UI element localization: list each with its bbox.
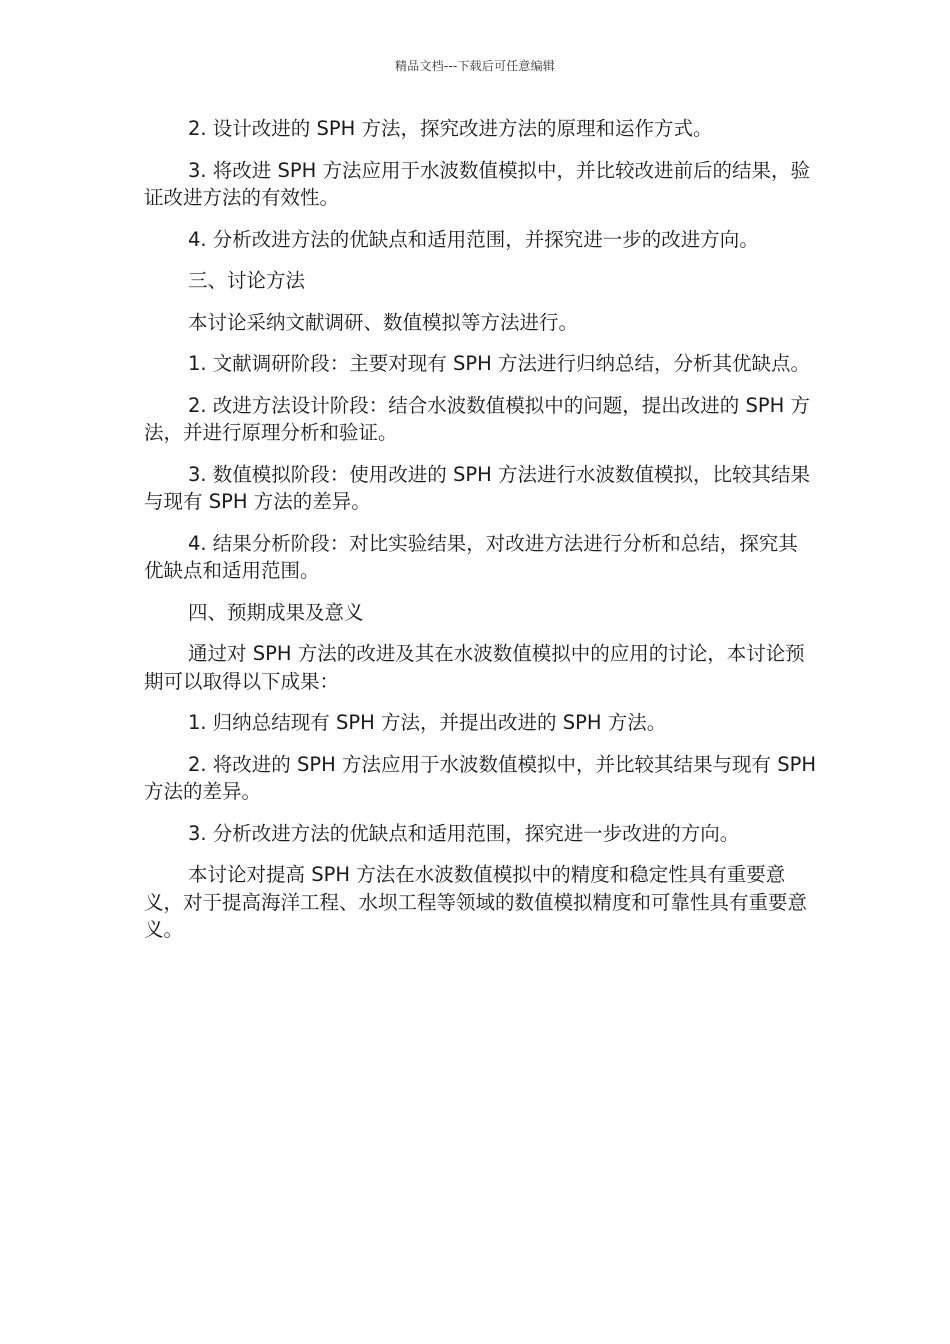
paragraph-outcome-1: 1. 归纳总结现有 SPH 方法，并提出改进的 SPH 方法。 xyxy=(188,711,667,734)
paragraph-objective-3: 3. 将改进 SPH 方法应用于水波数值模拟中，并比较改进前后的结果，验证改进方法的有效性。 xyxy=(144,158,811,209)
paragraph-outcome-2: 2. 将改进的 SPH 方法应用于水波数值模拟中，并比较其结果与现有 SPH 方法的差异。 xyxy=(144,752,816,803)
paragraph-methods-intro: 本讨论采纳文献调研、数值模拟等方法进行。 xyxy=(188,310,579,334)
paragraph-method-3: 3. 数值模拟阶段：使用改进的 SPH 方法进行水波数值模拟，比较其结果与现有 SPH 方法的差异。 xyxy=(144,462,811,513)
paragraph-objective-2: 2. 设计改进的 SPH 方法，探究改进方法的原理和运作方式。 xyxy=(188,117,713,140)
paragraph-method-4: 4. 结果分析阶段：对比实验结果，对改进方法进行分析和总结，探究其优缺点和适用范围。 xyxy=(144,531,798,582)
paragraph-significance: 本讨论对提高 SPH 方法在水波数值模拟中的精度和稳定性具有重要意义，对于提高海洋工程、水坝工程等领域的数值模拟精度和可靠性具有重要意义。 xyxy=(144,863,808,941)
paragraph-outcomes-intro: 通过对 SPH 方法的改进及其在水波数值模拟中的应用的讨论，本讨论预期可以取得以下成果： xyxy=(144,642,805,693)
page-header: 精品文档---下载后可任意编辑 xyxy=(395,59,555,73)
section-heading-methods: 三、讨论方法 xyxy=(188,269,306,292)
paragraph-objective-4: 4. 分析改进方法的优缺点和适用范围，并探究进一步的改进方向。 xyxy=(188,227,759,251)
paragraph-method-1: 1. 文献调研阶段：主要对现有 SPH 方法进行归纳总结，分析其优缺点。 xyxy=(188,352,811,375)
paragraph-outcome-3: 3. 分析改进方法的优缺点和适用范围，探究进一步改进的方向。 xyxy=(188,821,740,845)
paragraph-method-2: 2. 改进方法设计阶段：结合水波数值模拟中的问题，提出改进的 SPH 方法，并进行原理分析和验证。 xyxy=(144,393,811,444)
document-body xyxy=(144,115,816,958)
section-heading-outcomes: 四、预期成果及意义 xyxy=(188,600,364,624)
